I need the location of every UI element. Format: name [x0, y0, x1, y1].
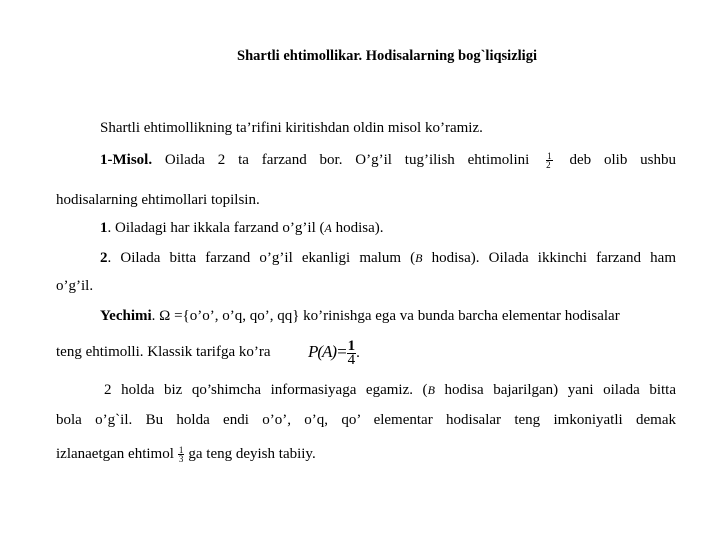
solution-label: Yechimi [100, 308, 152, 324]
fraction-one-half: $\frac{1}{2}$ [546, 151, 552, 171]
example-text: Oilada 2 ta farzand bor. O’g’il tug’ilish ehtimolini [152, 152, 530, 168]
event-a: A [324, 221, 332, 235]
formula-lhs: P(A)= [308, 342, 347, 361]
example-line [100, 150, 676, 170]
item-1: 1. Oiladagi har ikkala farzand o’g’il (A hodisa). [100, 220, 384, 236]
para2-line-2: bola o’g`il. Bu holda endi o’o’, o’q, qo’ elementar hodisalar teng imkoniyatli demak [56, 412, 676, 428]
example-label: 1-Misol. [100, 152, 153, 168]
page-title: Shartli ehtimollikar. Hodisalarning bog`liqsizligi [237, 48, 537, 64]
intro-text: Shartli ehtimollikning ta’rifini kiritishdan oldin misol ko’ramiz. [100, 120, 483, 136]
example-continuation: hodisalarning ehtimollari topilsin. [56, 192, 260, 208]
para2-line-3: izlanaetgan ehtimol $\frac{1}{3}$ ga teng deyish tabiiy. [56, 445, 316, 465]
item-2-continuation: o’g’il. [56, 278, 94, 294]
probability-formula: P(A)= $\frac{1}{4}$ . [308, 338, 360, 369]
intro-line [100, 118, 483, 138]
item-2: 2. Oilada bitta farzand o’g’il ekanligi malum (B hodisa). Oilada ikkinchi farzand ham [100, 250, 676, 266]
item-2-number: 2 [100, 250, 108, 266]
solution-line-2: teng ehtimolli. Klassik tarifga ko’ra [56, 344, 271, 360]
example-text-after: deb olib ushbu [569, 152, 677, 168]
fraction-one-third: $\frac{1}{3}$ [178, 445, 184, 465]
event-b: B [415, 251, 423, 265]
para2-line-1: 2 holda biz qo’shimcha informasiyaga egamiz. (B hodisa bajarilgan) yani oilada bitta [104, 382, 676, 398]
event-b-2: B [427, 383, 435, 397]
solution-line: Yechimi. Ω ={o’o’, o’q, qo’, qq} ko’rinishga ega va bunda barcha elementar hodisalar [100, 308, 620, 324]
item-1-number: 1 [100, 220, 108, 236]
formula-fraction: $\frac{1}{4}$ [347, 338, 356, 369]
